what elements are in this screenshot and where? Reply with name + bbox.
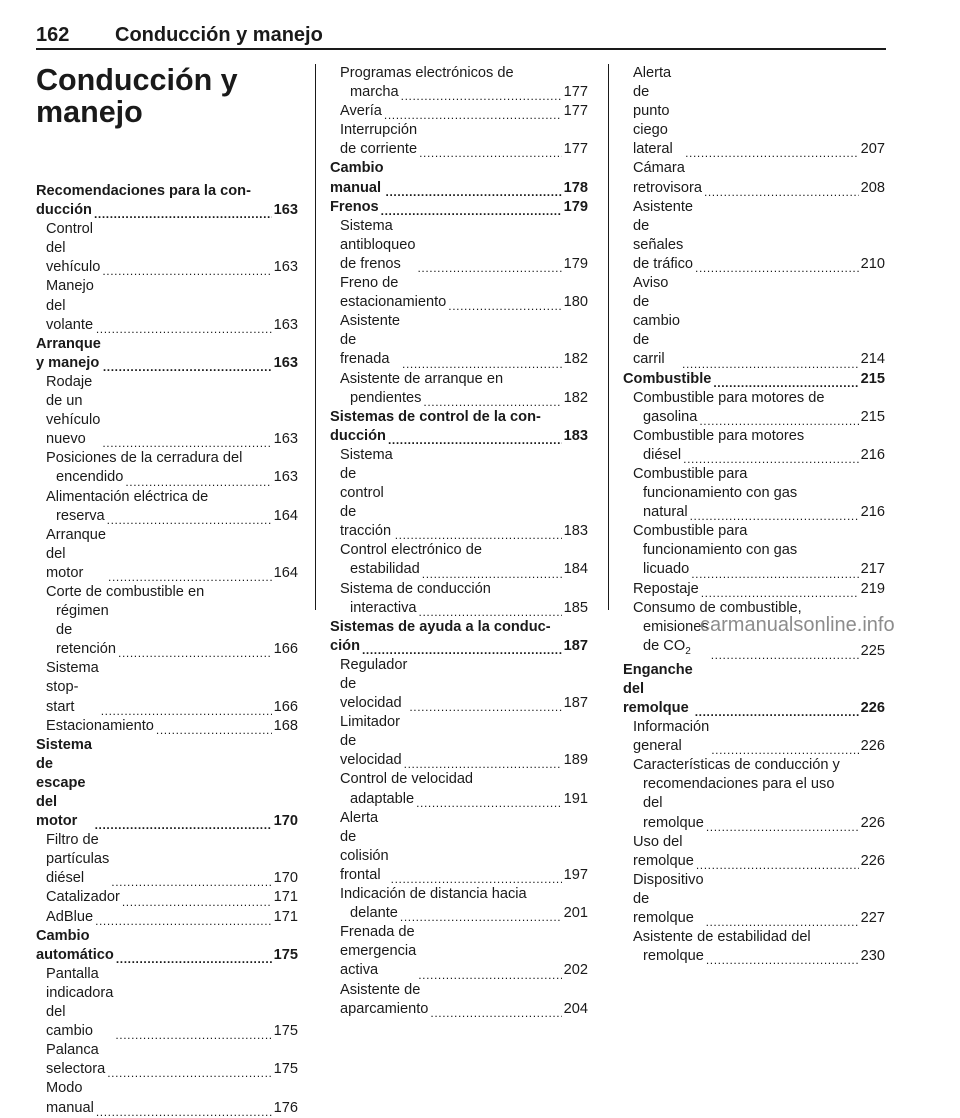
toc-entry[interactable]: emisiones de $CO_2$ ..... 225	[623, 618, 885, 661]
toc-entry[interactable]: Repostaje ..... 219	[623, 580, 885, 599]
toc-section-entry[interactable]: Sistema de escape del motor ..... 170	[36, 736, 298, 831]
page-number: 162	[36, 24, 70, 46]
toc-entry-label: Sistema de conducción	[340, 580, 491, 597]
toc-entry-label: Indicación de distancia hacia	[340, 886, 527, 903]
toc-entry[interactable]: Información general ..... 226	[623, 718, 885, 756]
toc-entry-label: Combustible para motores de	[633, 389, 825, 406]
toc-entry-label: Posiciones de la cerradura del	[46, 450, 243, 467]
toc-section-entry[interactable]: Frenos ..... 179	[330, 198, 588, 217]
toc-section-entry[interactable]: Enganche del remolque ..... 226	[623, 661, 885, 718]
toc-entry[interactable]: régimen de retención ..... 166	[36, 602, 298, 659]
toc-entry[interactable]: Pantalla indicadora del cambio ..... 175	[36, 965, 298, 1041]
toc-entry[interactable]: Filtro de partículas diésel ..... 170	[36, 831, 298, 888]
toc-entry[interactable]: licuado ..... 217	[623, 560, 885, 579]
toc-column-1	[36, 64, 298, 1118]
toc-entry[interactable]: Alerta de punto ciego lateral ..... 207	[623, 64, 885, 159]
toc-column-3	[623, 64, 885, 966]
toc-entry[interactable]: marcha ..... 177	[330, 83, 588, 102]
toc-entry[interactable]: Freno de estacionamiento ..... 180	[330, 274, 588, 312]
toc-entry[interactable]: reserva ..... 164	[36, 507, 298, 526]
toc-section-entry[interactable]: ducción ..... 163	[36, 201, 298, 220]
toc-entry[interactable]: Interrupción de corriente ..... 177	[330, 121, 588, 159]
toc-entry[interactable]: adaptable ..... 191	[330, 790, 588, 809]
toc-entry[interactable]: estabilidad ..... 184	[330, 560, 588, 579]
toc-entry[interactable]: Sistema antibloqueo de frenos ..... 179	[330, 217, 588, 274]
toc-entry-label: Combustible para motores	[633, 427, 805, 444]
toc-entry[interactable]: natural ..... 216	[623, 503, 885, 522]
toc-entry[interactable]: Rodaje de un vehículo nuevo ..... 163	[36, 373, 298, 449]
toc-entry[interactable]: Regulador de velocidad ..... 187	[330, 656, 588, 713]
watermark-text: carmanualsonline.info	[700, 614, 895, 636]
toc-section-entry[interactable]: ción ..... 187	[330, 637, 588, 656]
toc-entry-label: Asistente de arranque en	[340, 370, 504, 387]
toc-entry[interactable]: Limitador de velocidad ..... 189	[330, 713, 588, 770]
toc-section-label: Sistemas de ayuda a la conduc-	[330, 618, 551, 635]
toc-entry[interactable]: interactiva ..... 185	[330, 599, 588, 618]
header-rule	[36, 48, 886, 50]
toc-entry-label: Corte de combustible en	[46, 583, 205, 600]
toc-entry[interactable]: Control del vehículo ..... 163	[36, 220, 298, 277]
toc-entry[interactable]: delante ..... 201	[330, 904, 588, 923]
toc-entry[interactable]: Arranque del motor ..... 164	[36, 526, 298, 583]
toc-entry[interactable]: Sistema stop-start ..... 166	[36, 659, 298, 716]
toc-section-label: Sistemas de control de la con-	[330, 408, 541, 425]
chapter-title: Conducción y manejo	[36, 63, 238, 129]
toc-entry-label: Control electrónico de	[340, 542, 482, 559]
toc-entry-label: Combustible para	[633, 523, 748, 540]
toc-entry-label: Consumo de combustible,	[633, 599, 802, 616]
toc-entry[interactable]: Modo manual ..... 176	[36, 1079, 298, 1117]
toc-section-entry[interactable]: Cambio manual ..... 178	[330, 159, 588, 197]
toc-entry[interactable]: Cámara retrovisora ..... 208	[623, 159, 885, 197]
toc-entry[interactable]: Palanca selectora ..... 175	[36, 1041, 298, 1079]
toc-entry-label: funcionamiento con gas	[643, 485, 798, 502]
toc-entry-label: Asistente de estabilidad del	[633, 929, 811, 946]
toc-section-entry[interactable]: ducción ..... 183	[330, 427, 588, 446]
column-divider	[608, 64, 609, 610]
toc-entry[interactable]: del remolque ..... 226	[623, 794, 885, 832]
toc-entry[interactable]: remolque ..... 230	[623, 947, 885, 966]
toc-entry[interactable]: gasolina ..... 215	[623, 408, 885, 427]
toc-entry[interactable]: diésel ..... 216	[623, 446, 885, 465]
toc-entry[interactable]: Alerta de colisión frontal ..... 197	[330, 809, 588, 885]
toc-entry[interactable]: Uso del remolque ..... 226	[623, 833, 885, 871]
toc-entry-label: recomendaciones para el uso	[643, 776, 835, 793]
toc-entry-label: Combustible para	[633, 465, 748, 482]
toc-entry-label: Alimentación eléctrica de	[46, 488, 209, 505]
toc-section-entry[interactable]: Cambio automático ..... 175	[36, 927, 298, 965]
toc-entry[interactable]: pendientes ..... 182	[330, 389, 588, 408]
toc-entry-label: Programas electrónicos de	[340, 65, 514, 81]
toc-entry[interactable]: Estacionamiento ..... 168	[36, 717, 298, 736]
toc-entry[interactable]: Manejo del volante ..... 163	[36, 277, 298, 334]
toc-section-entry[interactable]: Arranque y manejo ..... 163	[36, 335, 298, 373]
toc-entry[interactable]: Sistema de control de tracción ..... 183	[330, 446, 588, 541]
toc-entry-label: Características de conducción y	[633, 757, 840, 774]
toc-entry[interactable]: AdBlue ..... 171	[36, 908, 298, 927]
running-title: Conducción y manejo	[115, 24, 323, 46]
subscript: 2	[685, 645, 691, 657]
toc-entry-label: funcionamiento con gas	[643, 542, 798, 559]
toc-column-2	[330, 64, 588, 1019]
toc-entry[interactable]: Dispositivo de remolque ..... 227	[623, 871, 885, 928]
toc-entry[interactable]: encendido ..... 163	[36, 468, 298, 487]
toc-entry-label: Control de velocidad	[340, 771, 474, 788]
toc-entry[interactable]: Avería ..... 177	[330, 102, 588, 121]
toc-entry[interactable]: Frenada de emergencia activa ..... 202	[330, 923, 588, 980]
toc-section-label: Recomendaciones para la con-	[36, 183, 251, 199]
toc-section-entry[interactable]: Combustible ..... 215	[623, 370, 885, 389]
toc-entry[interactable]: Asistente de frenada ..... 182	[330, 312, 588, 369]
toc-entry[interactable]: Aviso de cambio de carril ..... 214	[623, 274, 885, 369]
column-divider	[315, 64, 316, 610]
toc-entry[interactable]: Asistente de señales de tráfico ..... 210	[623, 198, 885, 274]
page-header	[36, 12, 886, 52]
toc-entry[interactable]: Catalizador ..... 171	[36, 888, 298, 907]
toc-entry[interactable]: Asistente de aparcamiento ..... 204	[330, 981, 588, 1019]
